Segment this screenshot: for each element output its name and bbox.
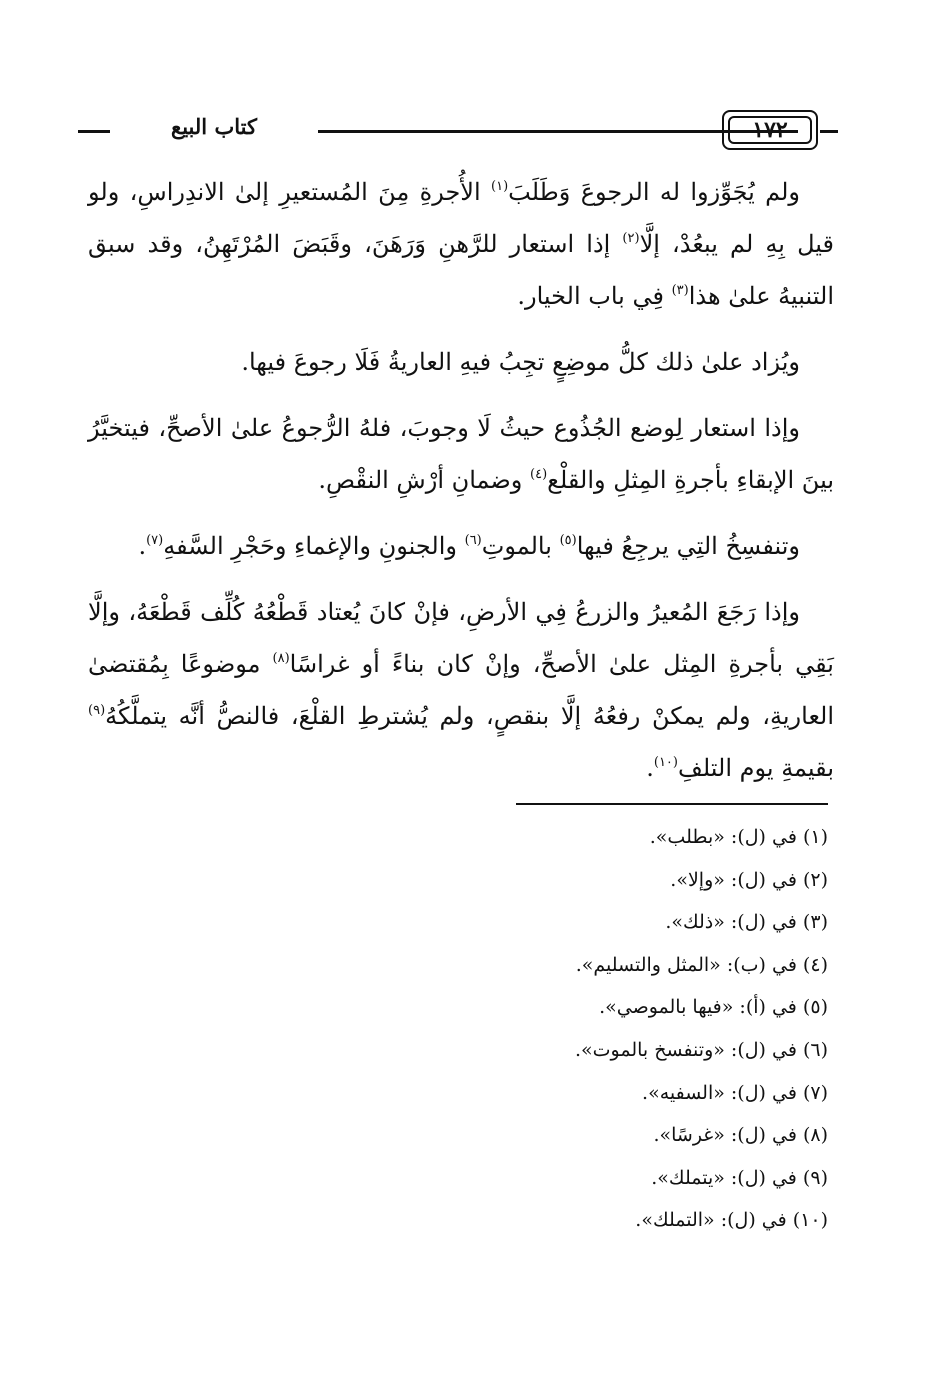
page-number-box [722,110,818,150]
footnote-4: (٤) في (ب): «المثل والتسليم». [575,953,828,976]
footnote-1: (١) في (ل): «بطلب». [649,826,828,848]
footnote-ref-3: (٣) [671,283,689,298]
main-text [88,166,834,808]
paragraph-3: وإذا استعار لِوضع الجُذُوع حيثُ لَا وجوبَ، فلهُ الرُّجوعُ علىٰ الأصحِّ، فيتخيَّرُ بينَ الإبقاءِ بأجرةِ المِثلِ والقلْع$^{(٤)}$ وضمانِ أرْشِ النقْصِ. [88,414,834,494]
paragraph-2: ويُزاد علىٰ ذلك كلُّ موضِعٍ تجِبُ فيهِ العاريةُ فَلَا رجوعَ فيها. [241,348,800,376]
footnote-7: (٧) في (ل): «السفيه». [642,1081,828,1104]
paragraph-5: وإذا رَجَعَ المُعيرُ والزرعُ فِي الأرضِ، فإنْ كانَ يُعتاد قَطْعُهُ كُلِّف قَطْعَهُ، وإلَّا بَقِي بأجرةِ المِثل علىٰ الأصحِّ، وإنْ كان بناءً أو غراسًا$^{(٨)}$ موضوعًا بِمُقتضىٰ العاريةِ، ولم يمكنْ رفعُهُ إلَّا بنقصٍ، ولم يُشترطِ القلْعَ، فالنصُّ أنَّه يتملَّكُهُ$^{(٩)}$ بقيمةِ يوم التلفِ$^{(١٠)}$. [88,598,835,782]
footnote-3: (٣) في (ل): «ذلك». [665,911,828,934]
footnote-9: (٩) في (ل): «يتملك». [651,1166,828,1189]
page-number: ١٧٢ [728,116,812,144]
footnote-10: (١٠) في (ل): «التملك». [635,1209,828,1232]
footnotes [300,816,828,1242]
book-title: كتاب البيع [171,114,257,139]
footnote-ref-8: (٨) [272,651,290,666]
paragraph-1: ولم يُجَوِّزوا له الرجوعَ وَطَلَبَ$^{(١)}$ الأُجرةِ مِنَ المُستعيرِ إلىٰ الاندِراسِ، ولو قيل بِهِ لم يبعُدْ، إلَّا$^{(٢)}$ إذا استعار للرَّهنِ وَرَهَنَ، وقَبَضَ المُرْتَهِنُ، وقد سبق التنبيهُ علىٰ هذا$^{(٣)}$ فِي باب الخيار. [88,178,834,310]
footnote-ref-9: (٩) [88,703,106,718]
header-rule-right-short [820,130,838,133]
footnote-ref-4: (٤) [530,467,548,482]
footnote-ref-2: (٢) [622,231,640,246]
footnote-ref-5: (٥) [559,533,577,548]
footnote-ref-1: (١) [491,179,509,194]
footnote-5: (٥) في (أ): «فيها بالموصي». [599,996,828,1019]
page-header [78,108,838,156]
footnote-6: (٦) في (ل): «وتنفسخ بالموت». [574,1038,828,1061]
footnote-ref-10: (١٠) [653,755,678,770]
footnote-2: (٢) في (ل): «وإلا». [670,868,828,891]
footnote-ref-6: (٦) [464,533,482,548]
footnote-separator [516,803,828,805]
header-rule-left-short [78,130,110,133]
paragraph-4: وتنفسِخُ التِي يرجِعُ فيها$^{(٥)}$ بالموتِ$^{(٦)}$ والجنونِ والإغماءِ وحَجْرِ السَّفهِ$^{(٧)}$. [138,532,800,560]
footnote-8: (٨) في (ل): «غرسًا». [653,1124,828,1147]
footnote-ref-7: (٧) [146,533,164,548]
